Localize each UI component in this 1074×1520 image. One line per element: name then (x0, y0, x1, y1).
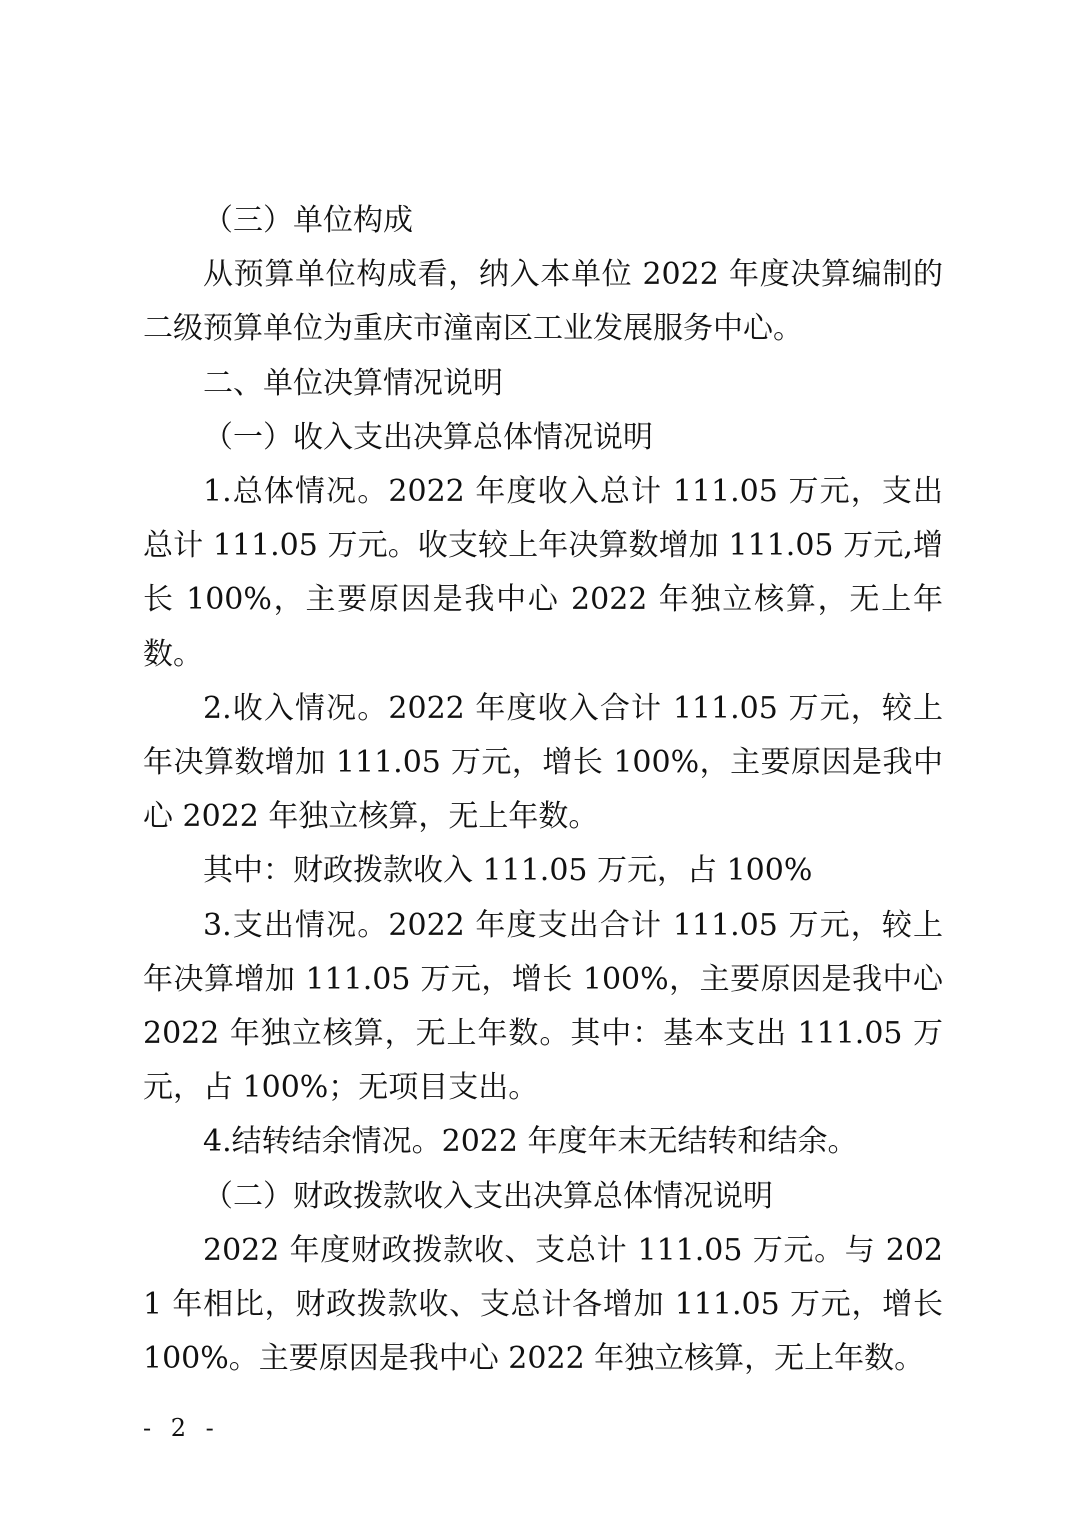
page-number: - 2 - (143, 1414, 220, 1442)
paragraph-unit-composition: 从预算单位构成看，纳入本单位 2022 年度决算编制的二级预算单位为重庆市潼南区工业发展服务中心。 (143, 257, 943, 347)
subsection-heading-fiscal-appropriation: （二）财政拨款收入支出决算总体情况说明 (203, 1178, 773, 1214)
paragraph-fiscal-appropriation: 2022 年度财政拨款收、支总计 111.05 万元。与 2021 年相比，财政拨款收、支总计各增加 111.05 万元，增长 100%。主要原因是我中心 2022 年独立核算，无上年数。 (143, 1232, 943, 1377)
paragraph-income-situation: 2.收入情况。2022 年度收入合计 111.05 万元，较上年决算数增加 111.05 万元，增长 100%，主要原因是我中心 2022 年独立核算，无上年数。 (143, 690, 943, 835)
paragraph-carryover-situation: 4.结转结余情况。2022 年度年末无结转和结余。 (203, 1124, 858, 1160)
paragraph-income-breakdown: 其中：财政拨款收入 111.05 万元，占 100% (203, 853, 813, 889)
document-body (143, 194, 943, 1386)
section-heading-unit-composition: （三）单位构成 (203, 203, 413, 238)
paragraph-overall-situation: 1.总体情况。2022 年度收入总计 111.05 万元，支出总计 111.05 万元。收支较上年决算数增加 111.05 万元,增长 100%，主要原因是我中心 2022 年独立核算，无上年数。 (143, 474, 943, 672)
section-heading-final-accounts: 二、单位决算情况说明 (203, 365, 503, 401)
subsection-heading-income-expenditure: （一）收入支出决算总体情况说明 (203, 419, 653, 455)
paragraph-expenditure-situation: 3.支出情况。2022 年度支出合计 111.05 万元，较上年决算增加 111.05 万元，增长 100%，主要原因是我中心 2022 年独立核算，无上年数。其中：基本支出 111.05 万元，占 100%；无项目支出。 (143, 907, 943, 1106)
